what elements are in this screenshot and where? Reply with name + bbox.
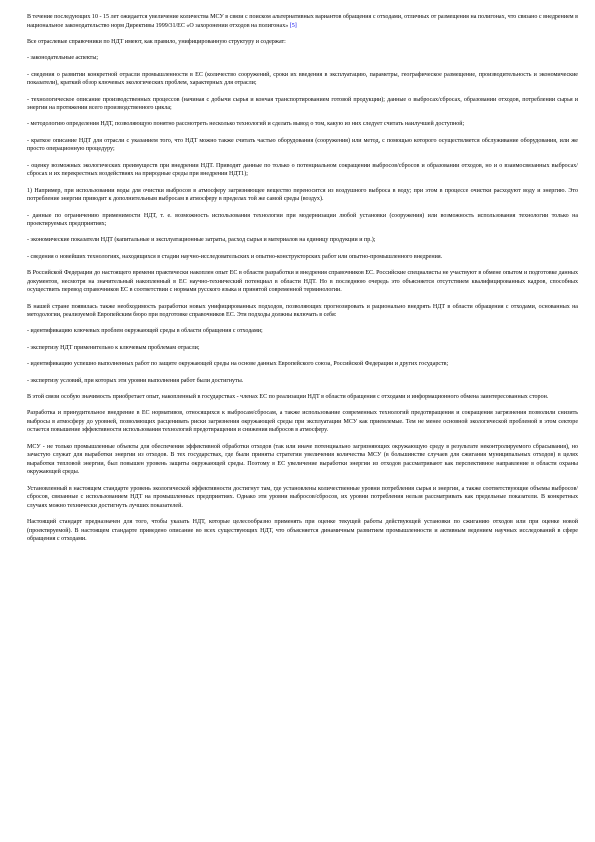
list-item: - экспертизу условий, при которых эти уровни выполнения работ были достигнуты. [27, 377, 244, 384]
list-item: - данные по ограничению применимости НДТ, т. е. возможность использования технологии при модернизации любой установки (сооружения) или возможность использования технологии только на проектируемых предприятиях; [27, 212, 578, 228]
footnote: 1) Например, при использовании воды для очистки выбросов в атмосферу загрязняющее вещество переносится из воздушного выброса в воду; при этом в процессе очистки расходуют воду и энергию. Это потребление энергии приводит к дополнительным выбросам в атмосферу в пределах той же самой среды (воздух). [27, 187, 578, 203]
list-item: - идентификацию успешно выполненных работ по защите окружающей среды на основе данных Европейского союза, Российской Федерации и других государств; [27, 361, 449, 368]
paragraph: В нашей стране появилась также необходимость разработки новых унифицированных подходов, позволяющих прогнозировать и рационально внедрять НДТ в области обращения с отходами, основанных на методологии, реализуемой Европейским бюро при подготовке справочников ЕС. Эти подходы должны включать в себя: [27, 303, 578, 319]
list-item: - идентификацию ключевых проблем окружающей среды в области обращения с отходами; [27, 328, 263, 335]
list-item: - сведения о развитии конкретной отрасли промышленности в ЕС (количество сооружений, сроки их введения в эксплуатацию, параметры, географическое размещение, производительность и экономические показатели), краткий обзор ключевых экологических проблем, характерных для отрасли; [27, 71, 578, 87]
paragraph: В Российской Федерации до настоящего времени практически накоплен опыт ЕС в области разработки и внедрения справочников ЕС. Российские специалисты не участвуют в обмене опытом и подготовке данных документов, несмотря на значительный накопленный в ЕС научно-технический потенциал в области НДТ. Но в последнюю очередь это объясняется отсутствием квалифицированных кадров, способных осуществить перевод справочников ЕС в соответствии с нормами русского языка и принятой современной терминологии. [27, 270, 578, 294]
list-item: - оценку возможных экологических преимуществ при внедрении НДТ. Приводят данные по только о потенциальном сокращении выбросов/сбросов и образовании отходов, но и о взаимосвязанных выбросах/ сбросах и их перекрестных воздействиях на природные среды при внедрении НДТ1); [27, 162, 578, 178]
paragraph-text: В течение последующих 10 - 15 лет ожидается увеличение количества МСУ в связи с поиском альтернативных вариантов обращения с отходами, отличных от размещения на полигонах, что связано с внедрением в национальное законодательство норм Директивы 1999/31/ЕС «О захоронении отходов на полигонах» [27, 14, 578, 29]
paragraph: МСУ - не только промышленные объекты для обеспечения эффективной обработки отходов (так или иначе потенциально загрязняющих окружающую среду в результате неконтролируемого сбрасывания), но зачастую служат для выработки энергии из отходов. В тех государствах, где были приняты стратегии увеличения количества МСУ (в большинстве случаев для сжигания муниципальных отходов) в целях выработки тепловой энергии, был повышен уровень защиты окружающей среды. Поэтому в ЕС увеличение выработки энергии из отходов рассматривают как перспективное направление в области охраны окружающей среды. [27, 443, 578, 476]
reference-link[interactable]: [5] [289, 22, 297, 29]
list-item: - экономические показатели НДТ (капитальные и эксплуатационные затраты, расход сырья и материалов на единицу продукции и пр.); [27, 237, 376, 244]
list-item: - технологическое описание производственных процессов (начиная с добычи сырья и кончая транспортированием готовой продукции); данные о выбросах/сбросах, образовании отходов, потреблении сырья и энергии на протяжении всего производственного цикла; [27, 96, 578, 112]
list-item: - краткое описание НДТ для отрасли с указанием того, что НДТ можно также считать частью оборудования (сооружения) или метод, с помощью которого осуществляется обслуживание оборудования, или же просто операционную процедуру; [27, 137, 578, 153]
paragraph: В этой связи особую значимость приобретает опыт, накопленный в государствах - членах ЕС по реализации НДТ в области обращения с отходами и информационного обмена заинтересованных сторон. [27, 394, 549, 401]
list-item: - законодательные аспекты; [27, 55, 99, 62]
paragraph: Установленный в настоящем стандарте уровень экологической эффективности достигнут там, где установлены количественные уровни потребления сырья и энергии, а также соответствующие объемы выбросов/сбросов, связанные с использованием НДТ на промышленных предприятиях. Однако эти уровни выбросов/сбросов, их уровни потребления нельзя рассматривать как предельные показатели. В конкретных случаях можно технически достигнуть лучших показателей. [27, 485, 578, 509]
paragraph: Разработка и принудительное внедрение в ЕС нормативов, относящихся к выбросам/сбросам, а также использование современных технологий предотвращения и сокращения загрязнения позволили снизить выбросы в атмосферу до уровней, позволяющих расценивать риски загрязнения окружающей среды при эксплуатации МСУ как приемлемые. Тем не менее основной экологической проблемой в этом секторе остается повышение эффективности использования технологий предотвращения и снижения выбросов в атмосферу. [27, 410, 578, 434]
paragraph [27, 13, 578, 30]
list-item: - сведения о новейших технологиях, находящихся в стадии научно-исследовательских и опытно-конструкторских работ или опытно-промышленного внедрения. [27, 253, 443, 260]
list-item: - экспертизу НДТ применительно к ключевым проблемам отрасли; [27, 344, 200, 351]
list-item: - методологию определения НДТ, позволяющую понятно рассмотреть несколько технологий и сделать вывод о том, какую из них следует считать наилучшей доступной; [27, 121, 465, 128]
paragraph: Настоящий стандарт предназначен для того, чтобы указать НДТ, которые целесообразно применять при оценке текущей работы действующей установки по сжиганию отходов или при оценке новой (проектируемой). В настоящем стандарте приведено описание во всех существующих НДТ, что объясняется динамичным развитием промышленности и активным ведением научных исследований в сфере обращения с отходами. [27, 519, 578, 543]
paragraph: Все отраслевые справочники по НДТ имеют, как правило, унифицированную структуру и содержат: [27, 38, 286, 45]
